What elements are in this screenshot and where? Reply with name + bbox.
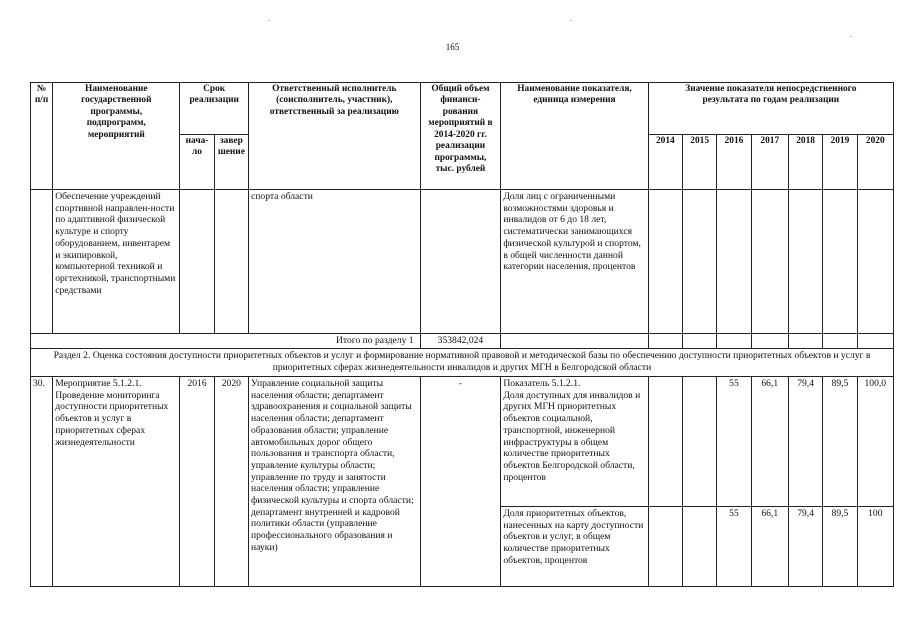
header-executor: Ответственный исполнитель (соисполнитель, участник), ответственный за реализацию	[249, 83, 421, 190]
header-year: 2014	[648, 135, 682, 190]
cell-value	[682, 334, 716, 349]
cell-value: 55	[717, 377, 751, 507]
section-title: Раздел 2. Оценка состояния доступности приоритетных объектов и услуг и формирование нормативной правовой и методической базы по обеспечению доступности приоритетных объектов и услуг в приоритетных сферах жизнедеятельности инвалидов и других МГН в Белгородской области	[31, 349, 894, 377]
table-row-30	[31, 377, 894, 507]
header-indicator: Наименование показателя, единица измерения	[501, 83, 648, 190]
cell-value	[857, 334, 893, 349]
cell-value	[857, 190, 893, 334]
cell-name: Обеспечение учреждений спортивной направлен-ности по адаптивной физической культуре и спорту оборудованием, инвентарем и экипировкой, компьютерной техникой и оргтехникой, транспортными средствами	[53, 190, 180, 334]
total-row	[31, 334, 894, 349]
cell-start	[180, 190, 214, 334]
cell-value	[751, 334, 788, 349]
cell-start: 2016	[180, 377, 214, 587]
cell-value: 79,4	[788, 507, 822, 587]
header-year: 2015	[682, 135, 716, 190]
cell-indicator: Доля лиц с ограниченными возможностями здоровья и инвалидов от 6 до 18 лет, систематически занимающихся физической культурой и спортом, в общей численности данной категории населения, процентов	[501, 190, 648, 334]
cell-volume: -	[420, 377, 501, 587]
cell-value: 89,5	[823, 377, 857, 507]
cell-value	[788, 334, 822, 349]
scan-speck: .	[268, 14, 270, 23]
header-start: нача- ло	[180, 135, 214, 190]
header-year: 2016	[717, 135, 751, 190]
cell-indicator: Доля приоритетных объектов, нанесенных на карту доступности объектов и услуг, в общем количестве приоритетных объектов, процентов	[501, 507, 648, 587]
cell-value	[788, 190, 822, 334]
header-name: Наименование государственной программы, подпрограмм, мероприятий	[53, 83, 180, 190]
table-row-continued	[31, 190, 894, 334]
cell-number	[31, 190, 53, 334]
cell-executor: Управление социальной защиты населения области; департамент здравоохранения и социальной защиты населения области; департамент образования области; управление автомобильных дорог общего пользования и транспорта области, управление культуры области; управление по труду и занятости населения области; управление физической культуры и спорта области; департамент внутренней и кадровой политики области (управление профессионального образования и науки)	[249, 377, 421, 587]
cell-volume	[420, 190, 501, 334]
total-value: 353842,024	[420, 334, 501, 349]
header-values: Значение показателя непосредственного результата по годам реализации	[648, 83, 893, 135]
page-number: 165	[445, 42, 460, 52]
scan-speck: .	[570, 14, 572, 23]
cell-indicator: Показатель 5.1.2.1. Доля доступных для инвалидов и других МГН приоритетных объектов социальной, транспортной, инженерной инфраструктуры в общем количестве приоритетных объектов Белгородской области, процентов	[501, 377, 648, 507]
cell-value	[648, 507, 682, 587]
cell-value	[823, 190, 857, 334]
cell-value	[648, 334, 682, 349]
cell-value	[751, 190, 788, 334]
cell-name: Мероприятие 5.1.2.1. Проведение мониторинга доступности приоритетных объектов и услуг в приоритетных сферах жизнедеятельности	[53, 377, 180, 587]
cell-end	[214, 190, 248, 334]
cell-value	[717, 190, 751, 334]
cell-value	[682, 190, 716, 334]
section-row	[31, 349, 894, 377]
cell-value: 100	[857, 507, 893, 587]
cell-value: 79,4	[788, 377, 822, 507]
cell-value	[823, 334, 857, 349]
header-end: завер шение	[214, 135, 248, 190]
header-year: 2020	[857, 135, 893, 190]
scan-speck: .	[850, 30, 852, 39]
cell-executor: спорта области	[249, 190, 421, 334]
header-term: Срок реализации	[180, 83, 249, 135]
total-label: Итого по разделу 1	[31, 334, 421, 349]
cell-value: 66,1	[751, 377, 788, 507]
cell-value: 55	[717, 507, 751, 587]
header-year: 2018	[788, 135, 822, 190]
header-volume: Общий объем финанси- рования мероприятий в 2014-2020 гг. реализации программы, тыс. рублей	[420, 83, 501, 190]
header-row-1	[31, 83, 894, 135]
header-year: 2019	[823, 135, 857, 190]
cell-value: 66,1	[751, 507, 788, 587]
cell-value	[717, 334, 751, 349]
cell-value	[682, 507, 716, 587]
header-year: 2017	[751, 135, 788, 190]
cell-number: 30.	[31, 377, 53, 587]
program-table	[30, 82, 894, 587]
cell-end: 2020	[214, 377, 248, 587]
cell-value	[648, 377, 682, 507]
cell-value: 100,0	[857, 377, 893, 507]
header-number: № п/п	[31, 83, 53, 190]
cell-value	[648, 190, 682, 334]
cell-value: 89,5	[823, 507, 857, 587]
cell-value	[682, 377, 716, 507]
cell-empty	[501, 334, 648, 349]
